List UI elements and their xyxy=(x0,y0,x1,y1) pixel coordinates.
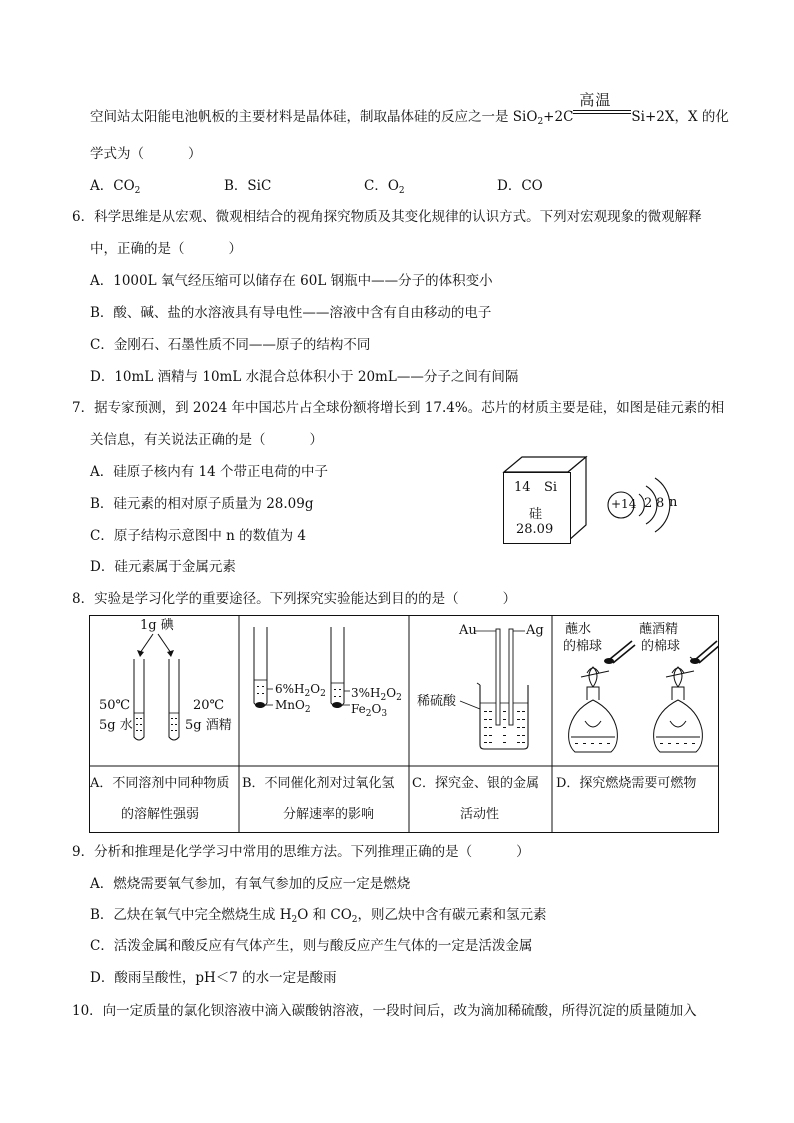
caption-b-line1: B．不同催化剂对过氧化氢 xyxy=(242,776,395,791)
q6-option-c: C．金刚石、石墨性质不同——原子的结构不同 xyxy=(90,337,371,353)
caption-a-line2: 的溶解性强弱 xyxy=(121,807,200,822)
q7-option-c: C．原子结构示意图中 n 的数值为 4 xyxy=(90,528,306,544)
q5-line1: 空间站太阳能电池帆板的主要材料是晶体硅，制取晶体硅的反应之一是 SiO$_2$+2C 高温 Si+2X，X 的化 xyxy=(90,91,729,127)
right-tube-temp: 20℃ xyxy=(193,698,225,713)
silver-label: Ag xyxy=(526,623,544,638)
shell-1-electrons: 2 xyxy=(644,496,653,511)
atomic-mass: 28.09 xyxy=(516,522,554,537)
caption-a-line1: A．不同溶剂中同种物质 xyxy=(90,776,230,791)
caption-c-line2: 活动性 xyxy=(460,807,500,822)
q6-line2: 中，正确的是（ ） xyxy=(90,241,242,257)
left-tube-temp: 50℃ xyxy=(99,698,131,713)
q5-option-c: C．$O_2$ xyxy=(364,178,405,196)
q9-option-b: B．乙炔在氧气中完全燃烧生成 $H_2O$ 和 $CO_2$，则乙炔中含有碳元素和氢元素 xyxy=(90,907,547,925)
element-card xyxy=(503,472,571,544)
shell-2-electrons: 8 xyxy=(656,496,665,511)
q5-line2: 学式为（ ） xyxy=(90,146,202,162)
q8-experiment-table xyxy=(89,615,719,833)
left-tube-catalyst: MnO$_2$ xyxy=(275,698,311,715)
shell-3-electrons: n xyxy=(669,495,678,510)
reaction-condition: 高温 xyxy=(579,91,612,109)
q5-option-a: A．$CO_2$ xyxy=(90,178,141,196)
gold-label: Au xyxy=(459,623,477,638)
q6-option-b: B．酸、碱、盐的水溶液具有导电性——溶液中含有自由移动的电子 xyxy=(90,305,492,321)
q7-option-b: B．硅元素的相对原子质量为 28.09g xyxy=(90,496,314,512)
q6-option-a: A．1000L 氧气经压缩可以储存在 60L 钢瓶中——分子的体积变小 xyxy=(90,273,493,289)
left-tube-reagent: $6\%H_2O_2$ xyxy=(275,682,326,699)
right-tube-solvent: 5g 酒精 xyxy=(185,718,232,733)
q9-option-a: A．燃烧需要氧气参加，有氧气参加的反应一定是燃烧 xyxy=(90,876,411,892)
right-tube-catalyst: $Fe_2O_3$ xyxy=(351,702,388,719)
q9-option-c: C．活泼金属和酸反应有气体产生，则与酸反应产生气体的一定是活泼金属 xyxy=(90,938,533,954)
alcohol-cotton-label-2: 的棉球 xyxy=(641,639,681,654)
left-tube-solvent: 5g 水 xyxy=(99,718,133,733)
q8-line1: 8．实验是学习化学的重要途径。下列探究实验能达到目的的是（ ） xyxy=(72,591,517,607)
q6-option-d: D．10mL 酒精与 10mL 水混合总体积小于 20mL——分子之间有间隔 xyxy=(90,369,519,385)
water-cotton-label-1: 蘸水 xyxy=(565,622,592,637)
acid-label: 稀硫酸 xyxy=(417,694,457,709)
atom-structure-diagram xyxy=(605,458,695,548)
q6-line1: 6．科学思维是从宏观、微观相结合的视角探究物质及其变化规律的认识方式。下列对宏观现象的微观解释 xyxy=(72,209,702,225)
q9-option-d: D．酸雨呈酸性，pH＜7 的水一定是酸雨 xyxy=(90,970,337,986)
q5-option-d: D．CO xyxy=(497,178,543,194)
atomic-number: 14 xyxy=(514,480,531,495)
q7-line2: 关信息，有关说法正确的是（ ） xyxy=(90,432,323,448)
q7-option-a: A．硅原子核内有 14 个带正电荷的中子 xyxy=(90,464,329,480)
caption-c-line1: C．探究金、银的金属 xyxy=(412,776,539,791)
element-symbol: Si xyxy=(544,480,558,495)
nucleus-charge: +14 xyxy=(611,497,637,511)
q7-option-d: D．硅元素属于金属元素 xyxy=(90,559,236,575)
iodine-label: 1g 碘 xyxy=(140,618,174,633)
element-name: 硅 xyxy=(529,507,543,522)
q9-line1: 9．分析和推理是化学学习中常用的思维方法。下列推理正确的是（ ） xyxy=(72,844,530,860)
reaction-arrow xyxy=(573,91,631,126)
q7-line1: 7．据专家预测，到 2024 年中国芯片占全球份额将增长到 17.4%。芯片的材质主要是硅，如图是硅元素的相 xyxy=(72,400,725,416)
alcohol-cotton-label-1: 蘸酒精 xyxy=(639,622,679,637)
q5-option-b: B．SiC xyxy=(224,178,272,194)
water-cotton-label-2: 的棉球 xyxy=(563,639,603,654)
caption-d-line1: D．探究燃烧需要可燃物 xyxy=(556,776,697,791)
caption-b-line2: 分解速率的影响 xyxy=(283,807,375,822)
right-tube-reagent: $3\%H_2O_2$ xyxy=(351,686,402,703)
q10-line1: 10．向一定质量的氯化钡溶液中滴入碳酸钠溶液，一段时间后，改为滴加稀硫酸，所得沉淀的质量随加入 xyxy=(72,1003,697,1019)
